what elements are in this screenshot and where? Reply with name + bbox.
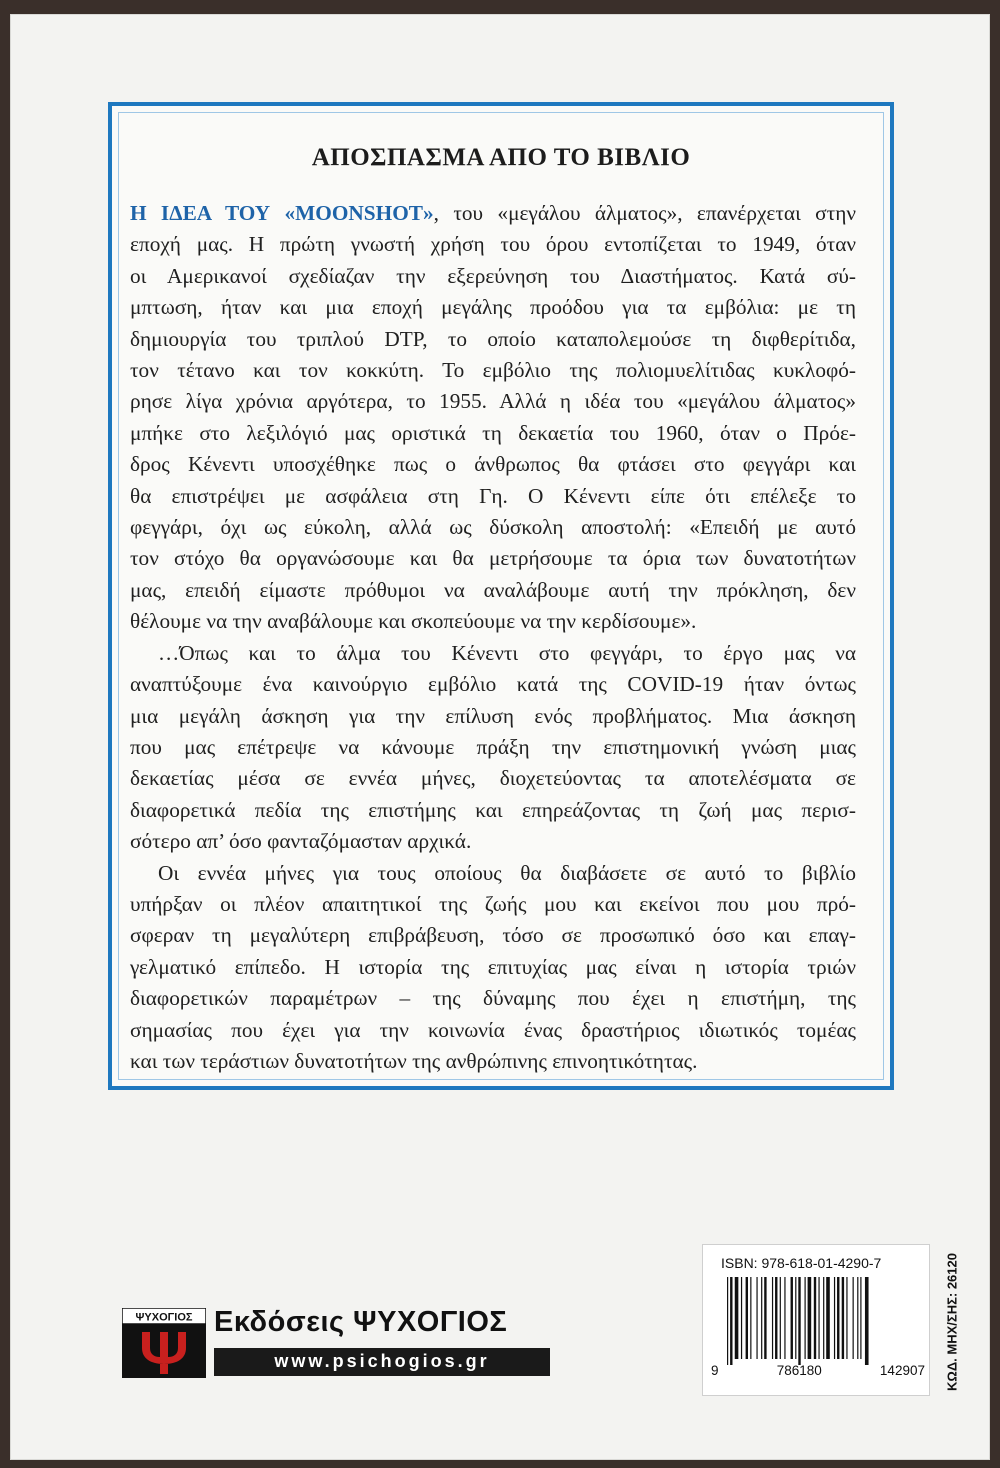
publisher-name: Εκδόσεις ΨΥΧΟΓΙΟΣ	[214, 1306, 508, 1338]
publisher-block	[120, 1302, 560, 1382]
product-code	[942, 1252, 962, 1392]
excerpt-line: μας, επειδή είμαστε πρόθυμοι να αναλάβουμε αυτή την πρόκληση, δεν	[130, 577, 856, 602]
excerpt-line: υπήρξαν οι πλέον απαιτητικοί της ζωής μου και εκείνοι που μου πρό-	[130, 891, 856, 916]
excerpt-line: δημιουργία του τριπλού DTP, το οποίο καταπολεμούσε τη διφθερίτιδα,	[130, 326, 856, 351]
barcode-bar	[826, 1277, 830, 1359]
excerpt-line: Οι εννέα μήνες για τους οποίους θα διαβάσετε σε αυτό το βιβλίο	[158, 860, 856, 885]
excerpt-line: μια μεγάλη άσκηση για την επίλυση ενός προβλήματος. Μια άσκηση	[130, 703, 856, 728]
barcode-bar	[772, 1277, 773, 1359]
barcode-bar	[750, 1277, 751, 1359]
excerpt-line: διαφορετικών παραμέτρων – της δύναμης που έχει η επιστήμη, της	[130, 986, 856, 1011]
barcode-bar	[761, 1277, 762, 1359]
excerpt-line: …Όπως και το άλμα του Κένεντι στο φεγγάρι, το έργο μας να	[158, 640, 856, 665]
book-back-cover	[10, 14, 990, 1460]
logo-text: ΨΥΧΟΓΙΟΣ	[135, 1311, 193, 1324]
excerpt-line: τον στόχο θα οργανώσουμε και θα μετρήσουμε τα όρια των δυνατοτήτων	[130, 546, 856, 571]
barcode-bar	[837, 1277, 839, 1359]
excerpt-frame	[108, 102, 894, 1090]
isbn-barcode-box	[702, 1244, 930, 1396]
psichogios-logo-icon	[122, 1308, 206, 1378]
excerpt-line: αναπτύξουμε ένα καινούργιο εμβόλιο κατά της COVID-19 ήταν όντως	[130, 672, 856, 697]
excerpt-line: σφεραν τη μεγαλύτερη επιβράβευση, τόσο σε προσωπικό όσο και επαγ-	[130, 923, 856, 948]
barcode-bar	[780, 1277, 781, 1359]
barcode-bar	[798, 1277, 800, 1365]
excerpt-title: ΑΠΟΣΠΑΣΜΑ ΑΠΟ ΤΟ ΒΙΒΛΙΟ	[311, 144, 691, 171]
barcode-bar	[823, 1277, 824, 1359]
barcode-bar	[741, 1277, 742, 1359]
barcode-bar	[857, 1277, 858, 1359]
barcode-bar	[735, 1277, 739, 1359]
product-code-text: ΚΩΔ. ΜΗΧ/ΣΗΣ: 26120	[944, 1253, 960, 1391]
excerpt-line: διαφορετικά πεδία της επιστήμης και επηρεάζοντας τη ζωή μας περισ-	[130, 797, 856, 822]
barcode-bar	[853, 1277, 854, 1359]
barcode-bar	[784, 1277, 785, 1359]
excerpt-line: δρος Κένεντι υποσχέθηκε πως ο άνθρωπος θα φτάσει στο φεγγάρι και	[130, 452, 856, 477]
excerpt-line: φεγγάρι, όχι ως εύκολη, αλλά ως δύσκολη αποστολή: «Επειδή με αυτό	[130, 515, 856, 540]
barcode-bar	[865, 1277, 869, 1365]
publisher-url: www.psichogios.gr	[274, 1351, 490, 1371]
excerpt-line: σημασίας που έχει για την κοινωνία ένας δραστήριος ιδιωτικός τομέας	[130, 1017, 856, 1042]
excerpt-line: που μας επέτρεψε να κάνουμε πράξη την επιστημονική γνώση μιας	[130, 734, 856, 759]
barcode-bar	[746, 1277, 748, 1359]
excerpt-line: γελματικό επίπεδο. Η ιστορία της επιτυχίας μας είναι η ιστορία τριών	[130, 954, 856, 979]
excerpt-line: ρησε λίγα χρόνια αργότερα, το 1955. Αλλά η ιδέα του «μεγάλου άλματος»	[130, 389, 856, 414]
excerpt-line: οι Αμερικανοί σχεδίαζαν την εξερεύνηση του Διαστήματος. Κατά σύ-	[130, 263, 856, 288]
barcode-bar	[756, 1277, 757, 1359]
excerpt-line: εποχή μας. Η πρώτη γνωστή χρήση του όρου εντοπίζεται το 1949, όταν	[130, 232, 856, 257]
barcode-graphic	[725, 1277, 915, 1365]
excerpt-line: θα επιστρέψει με ασφάλεια στη Γη. Ο Κένεντι είπε ότι επέλεξε το	[130, 483, 856, 508]
barcode-bar	[818, 1277, 819, 1359]
excerpt-line: σότερο απ’ όσο φανταζόμασταν αρχικά.	[130, 829, 472, 854]
barcode-bar	[730, 1277, 732, 1365]
excerpt-line: και των τεράστιων δυνατοτήτων της ανθρώπινης επινοητικότητας.	[130, 1048, 698, 1073]
excerpt-line: μπτωση, ήταν και μια εποχή μεγάλης προόδου για τα εμβόλια: με τη	[130, 295, 856, 320]
excerpt-line: θέλουμε να την αναβάλουμε και σκοπεύουμε να την κερδίσουμε».	[130, 609, 697, 634]
barcode-bar	[764, 1277, 766, 1359]
excerpt-line: μπήκε στο λεξιλόγιό μας οριστικά τη δεκαετία του 1960, όταν ο Πρόε-	[130, 420, 856, 445]
barcode-digits-last: 142907	[879, 1363, 925, 1378]
barcode-bar	[795, 1277, 796, 1359]
excerpt-body	[130, 198, 856, 1077]
barcode-bar	[834, 1277, 835, 1359]
barcode-bar	[846, 1277, 847, 1359]
barcode-digit-first: 9	[711, 1363, 719, 1378]
excerpt-line: τον τέτανο και τον κοκκύτη. Το εμβόλιο της πολιομυελίτιδας κυκλοφό-	[130, 358, 856, 383]
barcode-digits-middle: 786180	[776, 1363, 822, 1378]
excerpt-line: δεκαετίας μέσα σε εννέα μήνες, διοχετεύοντας τα αποτελέσματα σε	[130, 766, 856, 791]
barcode-bar	[860, 1277, 861, 1359]
barcode-digits	[711, 1363, 925, 1378]
barcode-bar	[775, 1277, 777, 1359]
barcode-bar	[814, 1277, 816, 1359]
barcode-bar	[842, 1277, 844, 1359]
barcode-bar	[808, 1277, 812, 1359]
excerpt-line: Η ΙΔΕΑ ΤΟΥ «MOONSHOT», του «μεγάλου άλματος», επανέρχεται στην	[130, 201, 856, 225]
isbn-label: ISBN: 978-618-01-4290-7	[721, 1255, 882, 1271]
excerpt-lead: Η ΙΔΕΑ ΤΟΥ «MOONSHOT»	[130, 201, 434, 225]
barcode-bar	[791, 1277, 793, 1359]
barcode-bar	[727, 1277, 728, 1365]
barcode-bar	[805, 1277, 806, 1359]
publisher-url-bar	[214, 1348, 550, 1376]
